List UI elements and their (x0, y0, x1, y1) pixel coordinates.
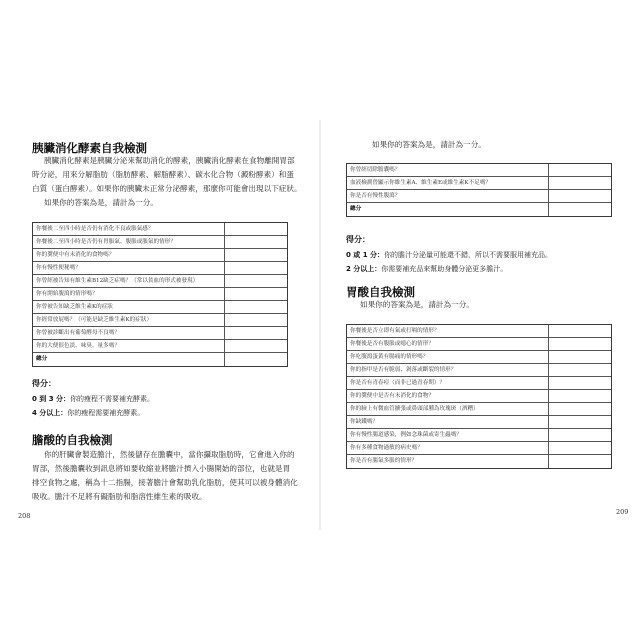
question-text: 你有慢性便秘嗎？ (33, 262, 225, 274)
answer-cell[interactable] (549, 429, 611, 441)
answer-cell[interactable] (549, 416, 611, 428)
total-score-cell[interactable] (225, 353, 287, 366)
table-row (347, 390, 611, 403)
score-title: 得分： (32, 379, 56, 388)
question-text: 你缺鐵嗎？ (347, 416, 549, 428)
score-line (346, 264, 507, 274)
answer-cell[interactable] (225, 275, 287, 287)
question-text: 你有開始腹瀉的情形嗎？ (33, 288, 225, 300)
page-number-left: 208 (18, 512, 31, 520)
question-text: 你餐後二至四小時是否仍有胃脹氣、腹脹或脹氣的情形？ (33, 236, 225, 248)
answer-cell[interactable] (549, 325, 611, 337)
table-row (33, 301, 287, 314)
total-row (33, 353, 287, 366)
instruction-line: 如果你的答案為是，請計為一分。 (372, 140, 486, 149)
stomach-instruction (360, 298, 474, 312)
answer-cell[interactable] (225, 327, 287, 339)
table-row (347, 377, 611, 390)
question-text: 你餐後是否有腹脹或噁心的情形？ (347, 338, 549, 350)
table-row (33, 262, 287, 275)
score-range: 4 分以上： (32, 409, 68, 417)
answer-cell[interactable] (225, 288, 287, 300)
total-label: 總分 (347, 203, 549, 216)
table-row (33, 340, 287, 353)
section-title-pancreatic-enzymes: 胰臟消化酵素自我檢測 (32, 141, 147, 155)
answer-cell[interactable] (225, 249, 287, 261)
table-row (347, 403, 611, 416)
question-text: 你的臉上有微血管擴張或鼻頭部腫為玫瑰斑（酒糟） (347, 403, 549, 415)
intro-line: 時分泌，用來分解脂肪（脂肪酵素、解脂酵素）、碳水化合物（澱粉酵素）和蛋 (32, 170, 294, 179)
question-text: 你的指甲是否有脆弱、剝落或斷裂的情形？ (347, 364, 549, 376)
score-range: 2 分以上： (346, 265, 382, 273)
right-page (320, 0, 640, 640)
table-row (347, 351, 611, 364)
score-line (32, 408, 144, 418)
question-text: 你有慢性腸道感染，例如念珠菌或寄生蟲嗎？ (347, 429, 549, 441)
answer-cell[interactable] (225, 223, 287, 235)
score-text: 你的瘦程需要補充酵素。 (67, 409, 145, 417)
intro-line: 胃部，然後膽囊收到訊息將如要收縮並將膽汁擠入小腸開始的部位，也就是胃 (32, 464, 291, 473)
question-text: 你曾經被告知有維生素B12缺乏症嗎？（常以貧血的形式被發現） (33, 275, 225, 287)
answer-cell[interactable] (549, 164, 611, 176)
intro-line: 你的肝臟會製造膽汁，然後儲存在膽囊中，當你攝取脂肪時，它會進入你的 (44, 450, 295, 459)
question-text: 你吃腹瀉蛋黃有腸痛的情形嗎？ (347, 351, 549, 363)
question-text: 你曾被診斷出有葡萄酵母不良嗎？ (33, 327, 225, 339)
answer-cell[interactable] (225, 301, 287, 313)
answer-cell[interactable] (549, 190, 611, 202)
instruction-line: 如果你的答案為是，請計為一分。 (44, 198, 158, 207)
answer-cell[interactable] (549, 351, 611, 363)
answer-cell[interactable] (225, 314, 287, 326)
table-row (347, 416, 611, 429)
section-title-bile-acid: 膽酸的自我檢測 (32, 433, 113, 447)
score-range: 0 或 1 分： (346, 251, 385, 259)
score-range: 0 到 3 分： (32, 395, 71, 403)
table-row (347, 442, 611, 455)
table-row (347, 190, 611, 203)
table-row (347, 429, 611, 442)
total-label: 總分 (33, 353, 225, 366)
question-text: 你的糞便中是否有未消化的食物？ (347, 390, 549, 402)
table-row (33, 275, 287, 288)
intro-line: 白質（蛋白酵素）。如果你的胰臟未正常分泌酵素，那麼你可能會出現以下症狀。 (32, 184, 302, 193)
table-row (33, 249, 287, 262)
question-text: 你經常放屁嗎？（可能是缺乏維生素K的症狀） (33, 314, 225, 326)
table-row (347, 325, 611, 338)
score-line (346, 250, 552, 260)
score-title: 得分： (346, 235, 370, 244)
question-text: 你是否有青春痘（而非已過青春期）？ (347, 377, 549, 389)
table-row (33, 327, 287, 340)
answer-cell[interactable] (549, 442, 611, 454)
total-score-cell[interactable] (549, 203, 611, 216)
score-line (32, 394, 154, 404)
table-row (33, 314, 287, 327)
table-row (33, 236, 287, 249)
question-text: 你有多種食物過敏的病史嗎？ (347, 442, 549, 454)
answer-cell[interactable] (225, 262, 287, 274)
table-row (347, 164, 611, 177)
answer-cell[interactable] (549, 455, 611, 468)
page-number-right: 209 (616, 508, 629, 516)
bile-intro (32, 448, 298, 504)
answer-cell[interactable] (549, 403, 611, 415)
section-title-stomach-acid: 胃酸自我檢測 (346, 285, 415, 299)
answer-cell[interactable] (549, 364, 611, 376)
stomach-acid-questionnaire-table (346, 324, 612, 469)
answer-cell[interactable] (549, 338, 611, 350)
table-row (347, 364, 611, 377)
question-text: 你曾經切除膽囊嗎？ (347, 164, 549, 176)
total-row (347, 203, 611, 216)
question-text: 你的大便很色淡、味臭、量多嗎？ (33, 340, 225, 352)
intro-line: 吸收。膽汁不足將有礙脂肪和脂溶性維生素的吸收。 (32, 492, 207, 501)
question-text: 血液檢測曾顯示你維生素A、維生素E或維生素K不足嗎？ (347, 177, 549, 189)
table-row (347, 455, 611, 468)
answer-cell[interactable] (225, 340, 287, 352)
question-text: 你餐後是否立即有氣或打嗝的情形？ (347, 325, 549, 337)
question-text: 你的糞便中有未消化的食物嗎？ (33, 249, 225, 261)
bile-instruction (372, 138, 486, 152)
pancreatic-questionnaire-table (32, 222, 288, 367)
question-text: 你是否有腸氣多脹的情形？ (347, 455, 549, 468)
table-row (33, 223, 287, 236)
question-text: 你是否有慢性腹瀉？ (347, 190, 549, 202)
question-text: 你餐後二至四小時是否仍有消化不良或脹氣感？ (33, 223, 225, 235)
answer-cell[interactable] (225, 236, 287, 248)
answer-cell[interactable] (549, 177, 611, 189)
answer-cell[interactable] (549, 390, 611, 402)
pancreatic-intro (32, 154, 302, 210)
instruction-line: 如果你的答案為是，請計為一分。 (360, 300, 474, 309)
intro-line: 排空食物之處，稱為十二指腸，接著膽汁會幫助乳化脂肪，使其可以被身體消化 (32, 478, 298, 487)
table-row (33, 288, 287, 301)
intro-line: 胰臟消化酵素是胰臟分泌來幫助消化的酵素，胰臟消化酵素在食物離開胃部 (44, 156, 295, 165)
answer-cell[interactable] (549, 377, 611, 389)
score-text: 你的瘦程不需要補充酵素。 (70, 395, 155, 403)
question-text: 你曾被告知缺乏維生素K的症狀 (33, 301, 225, 313)
score-text: 你的膽汁分泌量可能還不錯，所以不需要服用補充品。 (384, 251, 553, 259)
score-text: 你需要補充品來幫助身體分泌更多膽汁。 (381, 265, 508, 273)
table-row (347, 177, 611, 190)
bile-questionnaire-table (346, 163, 612, 217)
table-row (347, 338, 611, 351)
